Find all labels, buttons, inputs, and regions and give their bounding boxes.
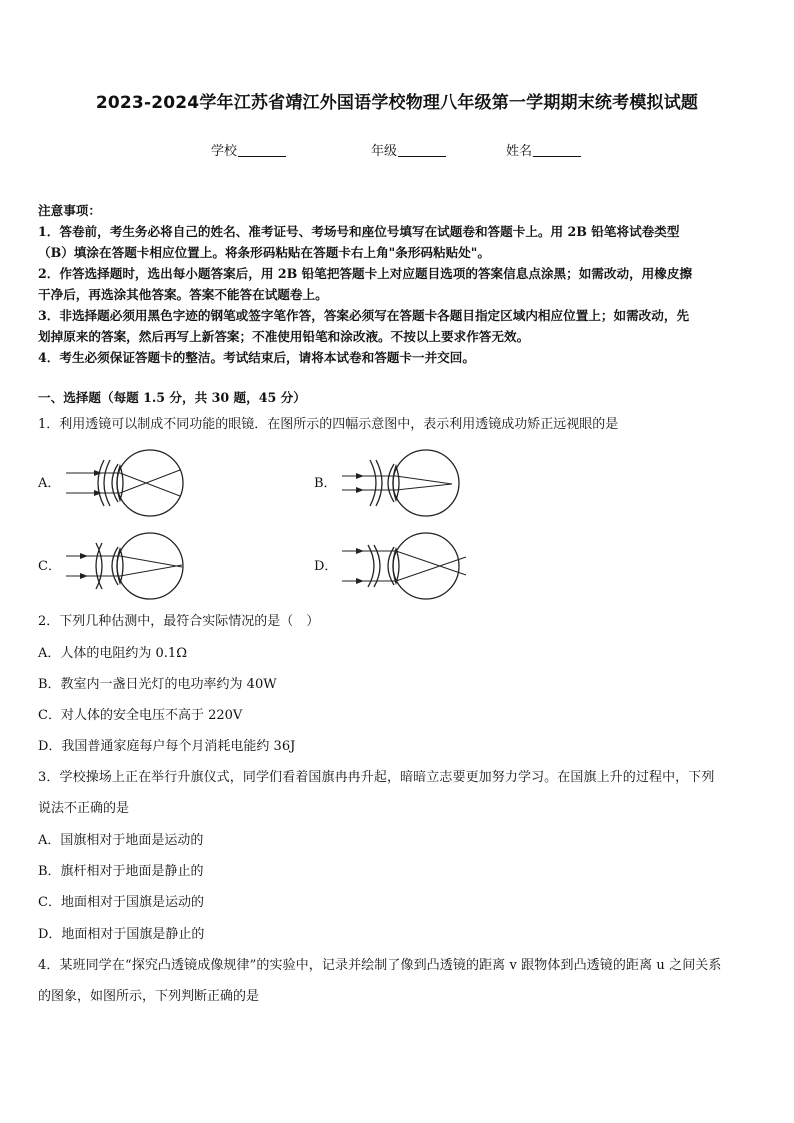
q1-stem: 1．利用透镜可以制成不同功能的眼镜．在图所示的四幅示意图中，表示利用透镜成功矫正远视眼的是 [38, 417, 619, 432]
q3-stem-line-2: 说法不正确的是 [38, 801, 130, 816]
notice-line-2: （B）填涂在答题卡相应位置上。将条形码粘贴在答题卡右上角"条形码粘贴处"。 [38, 245, 490, 260]
q3-option-b[interactable]: B．旗杆相对于地面是静止的 [38, 864, 204, 879]
grade-field [371, 140, 446, 159]
q3-option-a[interactable]: A．国旗相对于地面是运动的 [38, 833, 204, 848]
q1-option-b-label[interactable]: B． [314, 476, 337, 491]
school-field [211, 140, 286, 159]
school-blank[interactable] [238, 144, 286, 157]
q1-option-c-label[interactable]: C． [38, 559, 61, 574]
name-blank[interactable] [533, 144, 581, 157]
q1-figure-c [62, 531, 192, 601]
name-field [506, 140, 581, 159]
q2-stem: 2．下列几种估测中，最符合实际情况的是（ ） [38, 614, 320, 629]
q2-option-c[interactable]: C．对人体的安全电压不高于 220V [38, 708, 243, 723]
notice-line-4: 干净后，再选涂其他答案。答案不能答在试题卷上。 [38, 287, 328, 302]
notice-line-7: 4．考生必须保证答题卡的整洁。考试结束后，请将本试卷和答题卡一并交回。 [38, 350, 475, 365]
q1-figure-b [338, 448, 468, 518]
section-1-heading: 一、选择题（每题 1.5 分，共 30 题，45 分） [38, 390, 306, 405]
grade-label: 年级 [371, 144, 398, 159]
q3-option-c[interactable]: C．地面相对于国旗是运动的 [38, 895, 204, 910]
name-label: 姓名 [506, 144, 533, 159]
q2-option-d[interactable]: D．我国普通家庭每户每个月消耗电能约 36J [38, 739, 296, 754]
q2-option-b[interactable]: B．教室内一盏日光灯的电功率约为 40W [38, 677, 277, 692]
q1-option-a-label[interactable]: A． [38, 476, 61, 491]
eye-diagram-b [338, 448, 468, 518]
q4-stem-line-2: 的图象，如图所示，下列判断正确的是 [38, 989, 260, 1004]
eye-diagram-d [338, 531, 468, 601]
grade-blank[interactable] [398, 144, 446, 157]
q1-figure-a [62, 448, 192, 518]
eye-diagram-c [62, 531, 192, 601]
q3-option-d[interactable]: D．地面相对于国旗是静止的 [38, 927, 205, 942]
notice-heading: 注意事项： [38, 203, 101, 218]
eye-diagram-a [62, 448, 192, 518]
exam-title: 2023-2024学年江苏省靖江外国语学校物理八年级第一学期期末统考模拟试题 [95, 93, 699, 113]
q3-stem-line-1: 3．学校操场上正在举行升旗仪式，同学们看着国旗冉冉升起，暗暗立志要更加努力学习。在国旗上升的过程中，下列 [38, 770, 715, 785]
q2-option-a[interactable]: A．人体的电阻约为 0.1Ω [38, 646, 187, 661]
notice-line-5: 3．非选择题必须用黑色字迹的钢笔或签字笔作答，答案必须写在答题卡各题目指定区域内相应位置上；如需改动，先 [38, 308, 690, 323]
notice-line-3: 2．作答选择题时，选出每小题答案后，用 2B 铅笔把答题卡上对应题目选项的答案信息点涂黑；如需改动，用橡皮擦 [38, 266, 693, 281]
q4-stem-line-1: 4．某班同学在“探究凸透镜成像规律”的实验中，记录并绘制了像到凸透镜的距离 v 跟物体到凸透镜的距离 u 之间关系 [38, 958, 722, 973]
q1-figure-d [338, 531, 468, 601]
q1-option-d-label[interactable]: D． [314, 559, 338, 574]
notice-line-6: 划掉原来的答案，然后再写上新答案；不准使用铅笔和涂改液。不按以上要求作答无效。 [38, 329, 530, 344]
notice-line-1: 1．答卷前，考生务必将自己的姓名、准考证号、考场号和座位号填写在试题卷和答题卡上。用 2B 铅笔将试卷类型 [38, 224, 680, 239]
school-label: 学校 [211, 144, 238, 159]
